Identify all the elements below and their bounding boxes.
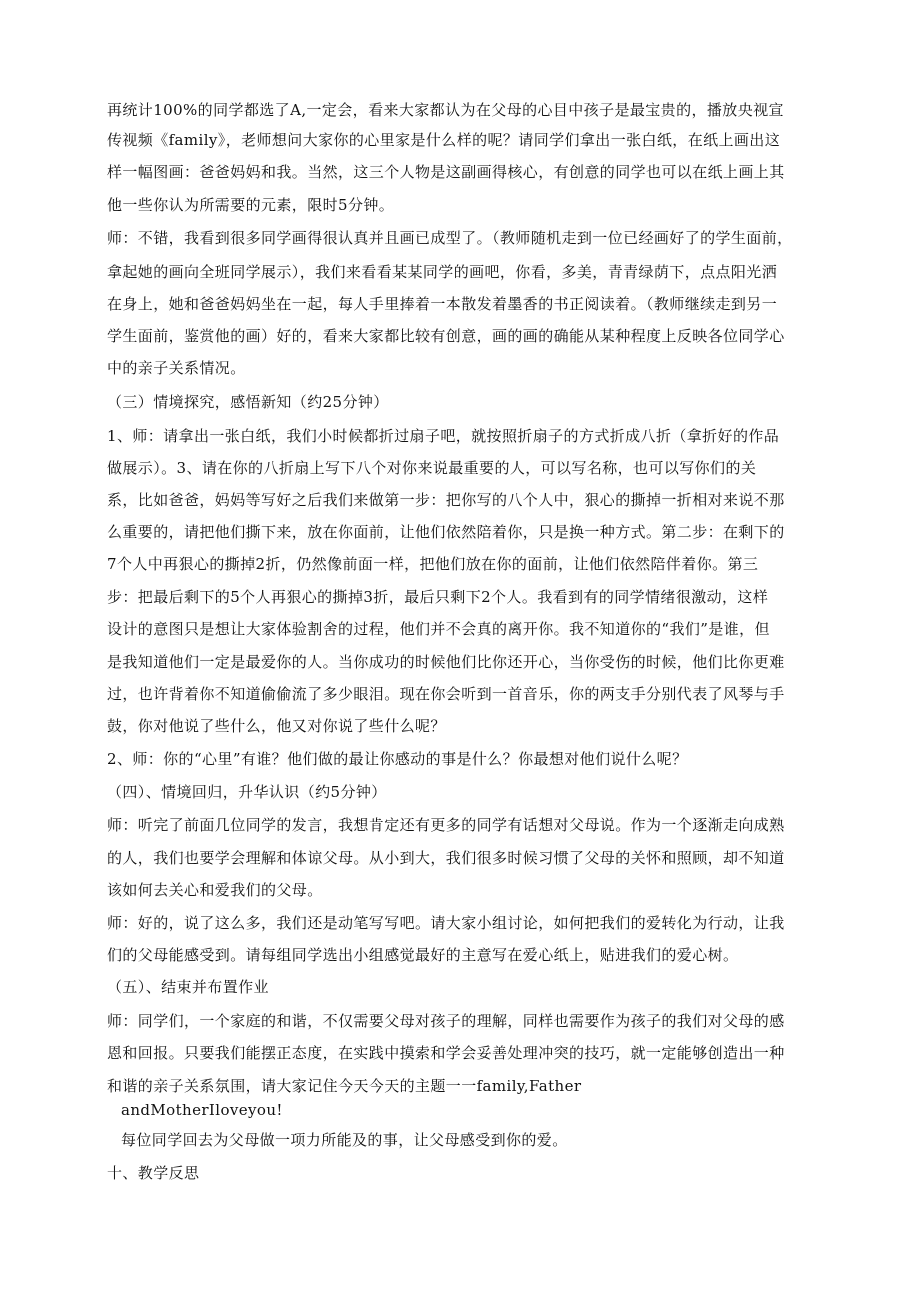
paragraph-line: 学生面前，鉴赏他的画）好的，看来大家都比较有创意，画的画的确能从某种程度上反映各位同学心 bbox=[107, 327, 785, 345]
paragraph-line: 他一些你认为所需要的元素，限时5分钟。 bbox=[107, 196, 395, 214]
paragraph-line: 师：听完了前面几位同学的发言，我想肯定还有更多的同学有话想对父母说。作为一个逐渐走向成熟 bbox=[107, 816, 785, 834]
paragraph-line: 是我知道他们一定是最爱你的人。当你成功的时候他们比你还开心，当你受伤的时候，他们比你更难 bbox=[107, 653, 785, 671]
paragraph-line: 在身上，她和爸爸妈妈坐在一起，每人手里捧着一本散发着墨香的书正阅读着。（教师继续走到另一 bbox=[107, 295, 778, 313]
paragraph-line: 过，也许背着你不知道偷偷流了多少眼泪。现在你会听到一首音乐，你的两支手分别代表了风琴与手 bbox=[107, 685, 785, 703]
paragraph-line: 拿起她的画向全班同学展示），我们来看看某某同学的画吧，你看，多美，青青绿荫下，点点阳光洒 bbox=[107, 263, 778, 281]
paragraph-line: 样一幅图画：爸爸妈妈和我。当然，这三个人物是这副画得核心，有创意的同学也可以在纸上画上其 bbox=[107, 163, 785, 181]
paragraph-line: 系，比如爸爸，妈妈等写好之后我们来做第一步：把你写的八个人中，狠心的撕掉一折相对来说不那 bbox=[107, 491, 785, 509]
paragraph-line: 和谐的亲子关系氛围，请大家记住今天今天的主题一一family,Father bbox=[107, 1077, 582, 1095]
section-heading: （四）、情境回归，升华认识（约5分钟） bbox=[107, 783, 387, 801]
paragraph-line: 们的父母能感受到。请每组同学选出小组感觉最好的主意写在爱心纸上，贴进我们的爱心树。 bbox=[107, 946, 739, 964]
paragraph-line: 做展示）。3、请在你的八折扇上写下八个对你来说最重要的人，可以写名称，也可以写你们的关 bbox=[107, 459, 757, 477]
paragraph-line: 每位同学回去为父母做一项力所能及的事，让父母感受到你的爱。 bbox=[121, 1131, 568, 1149]
paragraph-line: 么重要的，请把他们撕下来，放在你面前，让他们依然陪着你，只是换一种方式。第二步：在剩下的 bbox=[107, 523, 785, 541]
paragraph-line: 传视频《family》，老师想问大家你的心里家是什么样的呢？请同学们拿出一张白纸，在纸上画出这 bbox=[107, 131, 781, 149]
section-heading: （三）情境探究，感悟新知（约25分钟） bbox=[107, 393, 389, 411]
paragraph-line: 1、师：请拿出一张白纸，我们小时候都折过扇子吧，就按照折扇子的方式折成八折（拿折好的作品 bbox=[107, 427, 780, 445]
paragraph-line: 7个人中再狠心的撕掉2折，仍然像前面一样，把他们放在你的面前，让他们依然陪伴着你。第三 bbox=[107, 555, 759, 573]
paragraph-line: 鼓，你对他说了些什么，他又对你说了些什么呢？ bbox=[107, 717, 446, 735]
paragraph-line: 该如何去关心和爱我们的父母。 bbox=[107, 881, 323, 899]
paragraph-line: 恩和回报。只要我们能摆正态度，在实践中摸索和学会妥善处理冲突的技巧，就一定能够创造出一种 bbox=[107, 1044, 785, 1062]
paragraph-line: andMotherIloveyou! bbox=[121, 1101, 283, 1119]
paragraph-line: 中的亲子关系情况。 bbox=[107, 359, 246, 377]
section-heading: 十、教学反思 bbox=[107, 1164, 200, 1182]
paragraph-line: 2、师：你的“心里”有谁？他们做的最让你感动的事是什么？你最想对他们说什么呢？ bbox=[107, 750, 688, 768]
paragraph-line: 步：把最后剩下的5个人再狠心的撕掉3折，最后只剩下2个人。我看到有的同学情绪很激动，这样 bbox=[107, 588, 769, 606]
paragraph-line: 师：好的，说了这么多，我们还是动笔写写吧。请大家小组讨论，如何把我们的爱转化为行动，让我 bbox=[107, 914, 785, 932]
paragraph-line: 师：不错，我看到很多同学画得很认真并且画已成型了。（教师随机走到一位已经画好了的学生面前， bbox=[107, 229, 793, 247]
paragraph-line: 再统计100%的同学都选了A,一定会，看来大家都认为在父母的心目中孩子是最宝贵的，播放央视宣 bbox=[107, 101, 784, 119]
section-heading: （五）、结束并布置作业 bbox=[107, 978, 269, 996]
paragraph-line: 师：同学们，一个家庭的和谐，不仅需要父母对孩子的理解，同样也需要作为孩子的我们对父母的感 bbox=[107, 1012, 785, 1030]
paragraph-line: 的人，我们也要学会理解和体谅父母。从小到大，我们很多时候习惯了父母的关怀和照顾，却不知道 bbox=[107, 849, 785, 867]
paragraph-line: 设计的意图只是想让大家体验割舍的过程，他们并不会真的离开你。我不知道你的“我们”是谁，但 bbox=[107, 620, 770, 638]
